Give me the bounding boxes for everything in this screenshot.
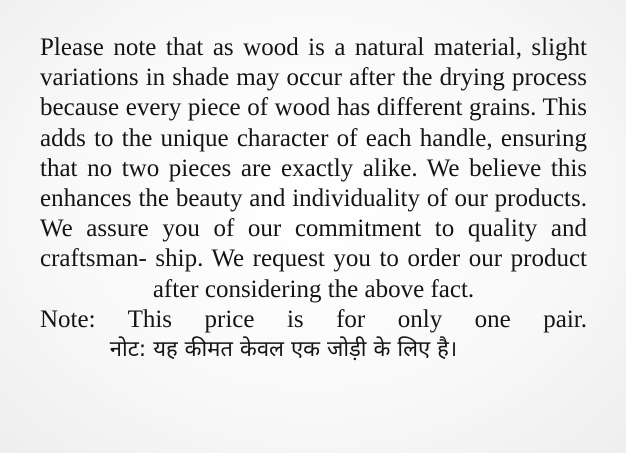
price-note-hindi: नोट: यह कीमत केवल एक जोड़ी के लिए है। xyxy=(109,336,458,362)
price-note-english: Note: This price is for only one pair. xyxy=(40,305,587,333)
wood-variation-notice-paragraph: Please note that as wood is a natural material, slight variations in shade may occur after the drying process because every piece of wood has different grains. This adds to the unique character of each handle, ensuring that no two pieces are exactly alike. We believe this enhances the beauty and individuality of our products. We assure you of our commitment to quality and craftsman- ship. We request you to order our product after considering the above fact. xyxy=(40,34,587,303)
notice-text-block xyxy=(40,33,587,365)
